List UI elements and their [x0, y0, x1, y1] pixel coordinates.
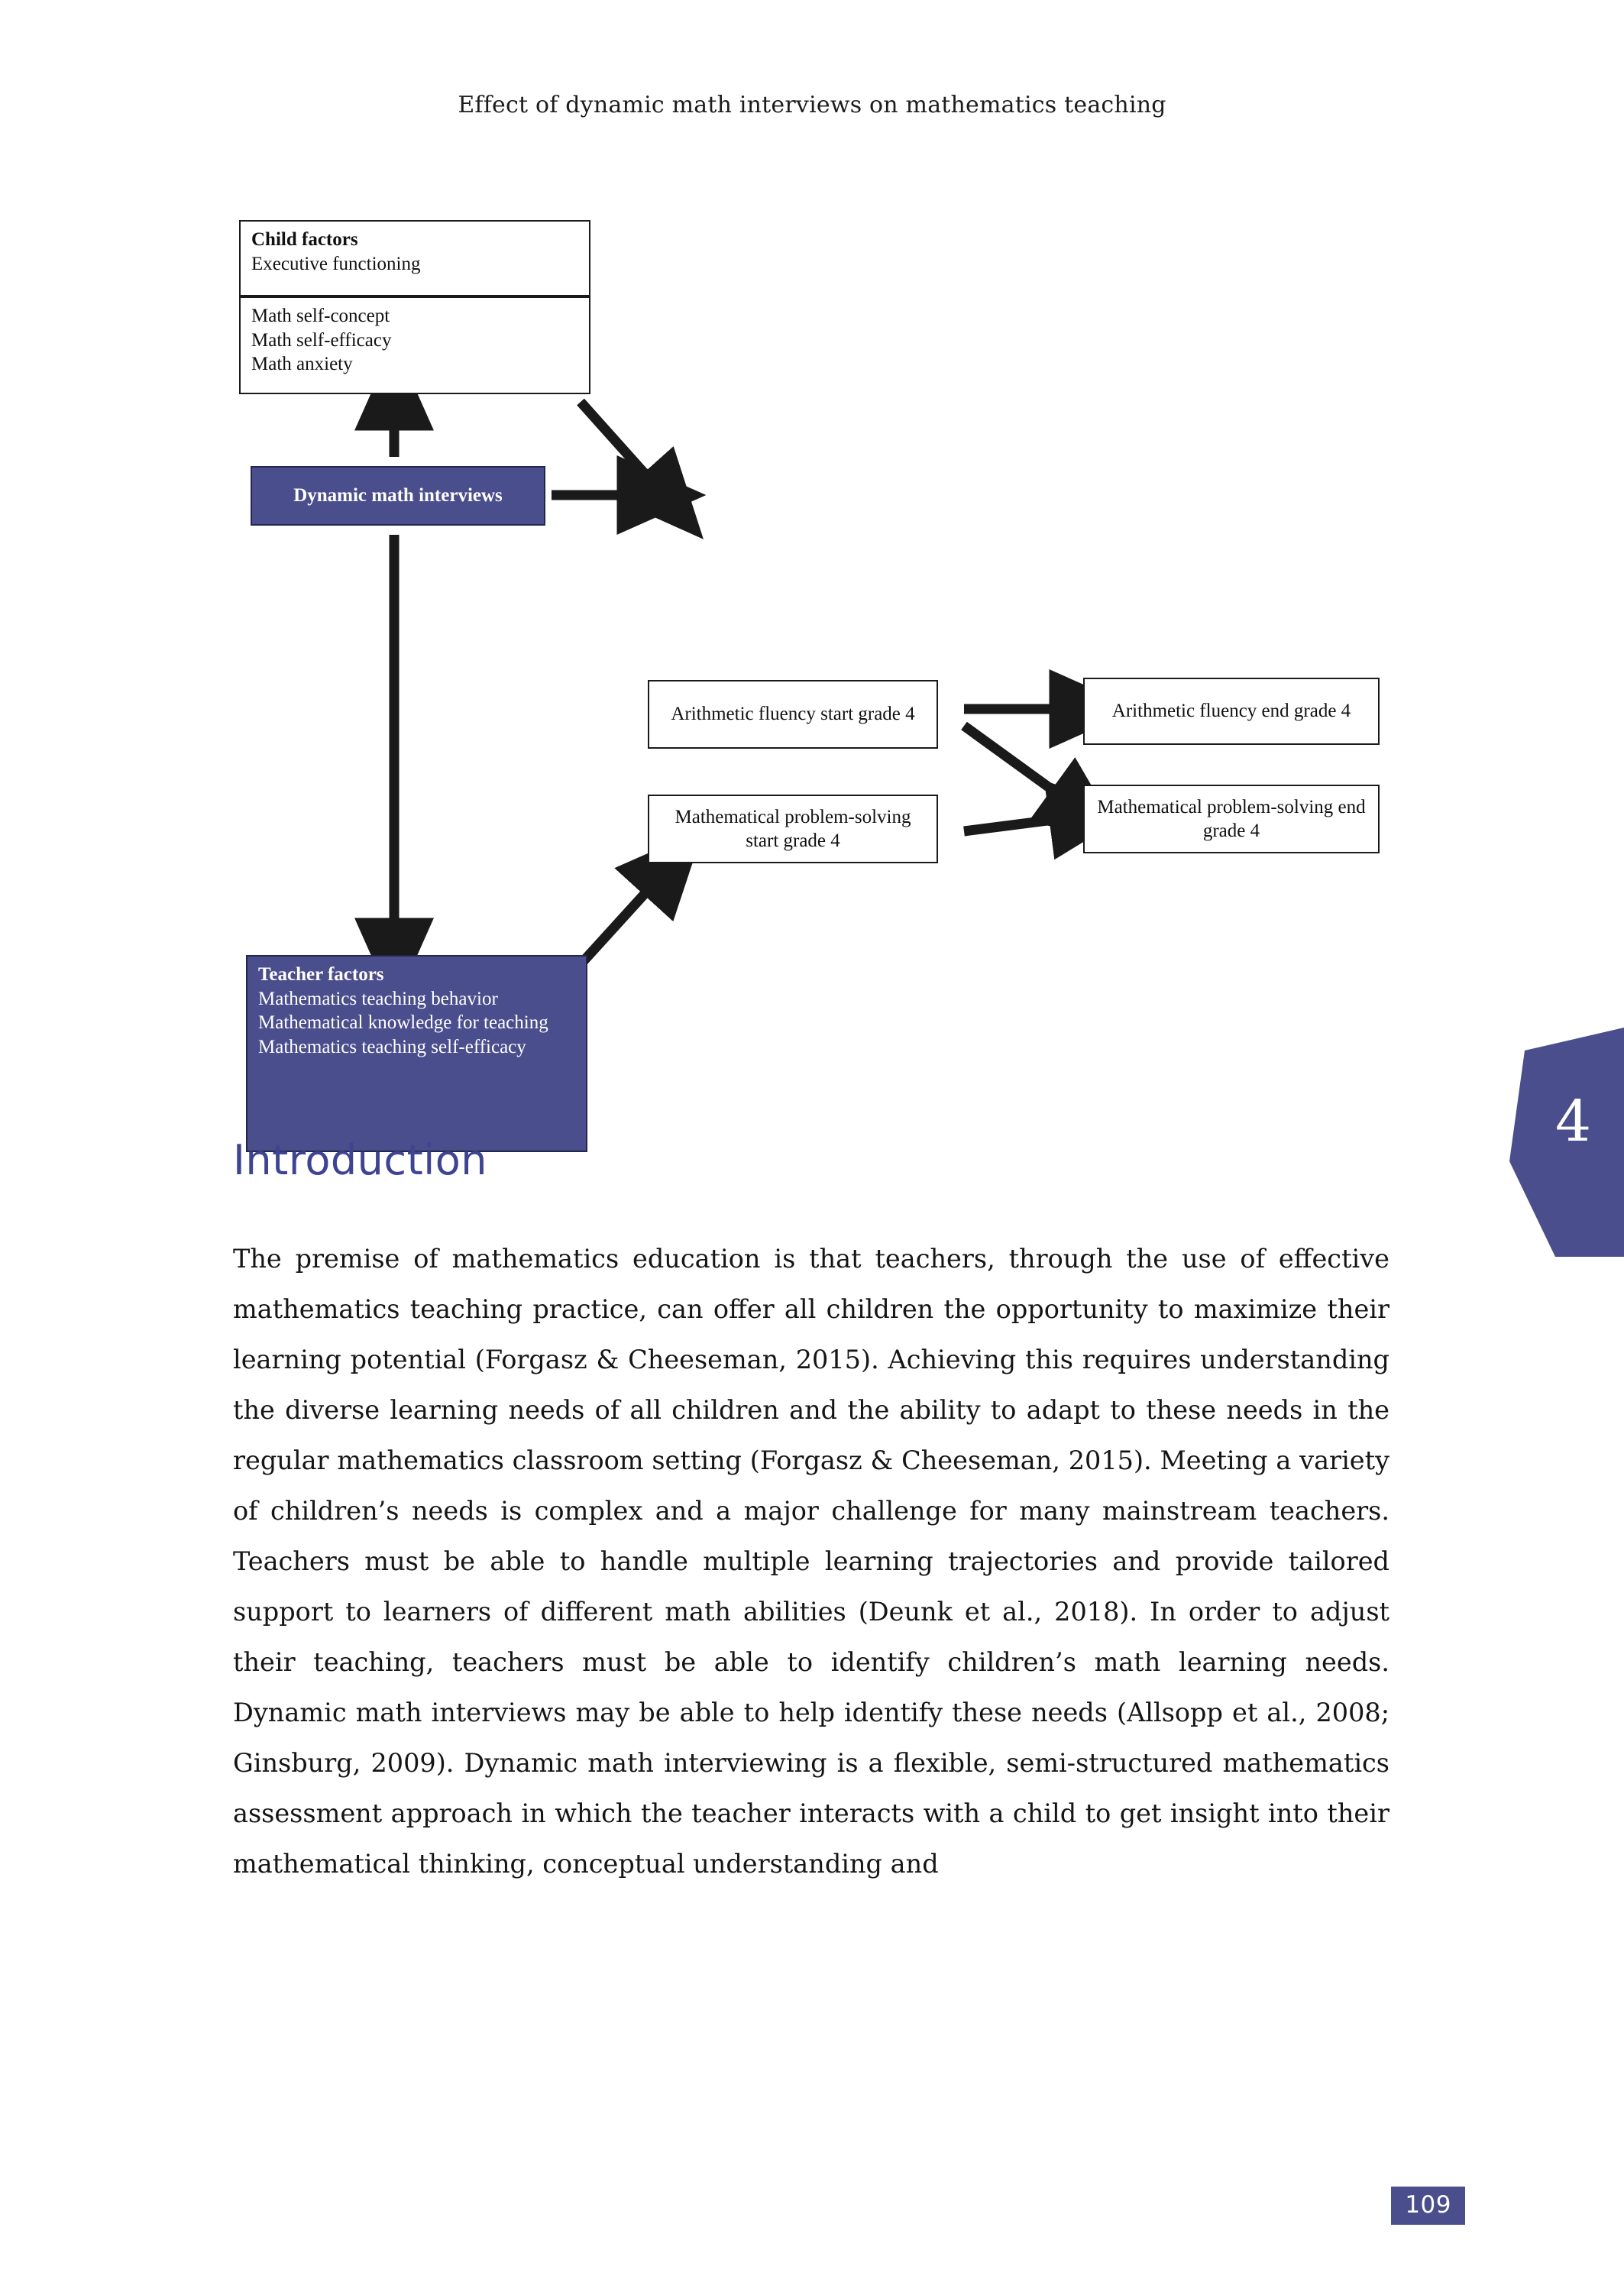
teacher-factors-item-3: Mathematics teaching self-efficacy — [258, 1036, 526, 1057]
arithmetic-start-label: Arithmetic fluency start grade 4 — [671, 704, 915, 725]
child-factors-line-1: Executive functioning — [251, 253, 421, 274]
figure-box-arithmetic-fluency-start — [648, 680, 938, 749]
page-number: 109 — [1391, 2187, 1465, 2225]
teacher-factors-item-1: Mathematics teaching behavior — [258, 988, 498, 1009]
arithmetic-end-label: Arithmetic fluency end grade 4 — [1111, 701, 1351, 722]
figure-box-arithmetic-fluency-end — [1083, 678, 1380, 745]
child-factors-item-2: Math self-efficacy — [251, 329, 392, 351]
child-factors-item-3: Math anxiety — [251, 354, 353, 374]
child-factors-item-1: Math self-concept — [251, 306, 390, 326]
running-head: Effect of dynamic math interviews on mathematics teaching — [458, 92, 1166, 118]
figure-box-dynamic-math-interviews — [251, 466, 545, 526]
figure-box-teacher-factors — [246, 955, 587, 1152]
figure-box-problem-solving-start — [648, 795, 938, 863]
figure-box-problem-solving-end — [1083, 785, 1380, 853]
dynamic-math-label: Dynamic math interviews — [293, 485, 503, 507]
chapter-number: 4 — [1555, 1089, 1592, 1154]
child-factors-title: Child factors — [251, 229, 358, 250]
teacher-factors-item-2: Mathematical knowledge for teaching — [258, 1012, 548, 1033]
problem-solving-start-label: Mathematical problem-solving start grade 4 — [675, 806, 911, 851]
body-paragraph: The premise of mathematics education is that teachers, through the use of effective mathematics teaching practice, can offer all children the opportunity to maximize their learning potential (Forgasz & Cheeseman, 2015). Achieving this requires understanding the diverse learning needs of all children and the ability to adapt to these needs in the regular mathematics classroom setting (Forgasz & Cheeseman, 2015). Meeting a variety of children’s needs is complex and a major challenge for many mainstream teachers. Teachers must be able to handle multiple learning trajectories and provide tailored support to learners of different math abilities (Deunk et al., 2018). In order to adjust their teaching, teachers must be able to identify children’s math learning needs. Dynamic math interviews may be able to help identify these needs (Allsopp et al., 2008; Ginsburg, 2009). Dynamic math interviewing is a flexible, semi-structured mathematics assessment approach in which the teacher interacts with a child to get insight into their mathematical thinking, conceptual understanding and — [233, 1244, 1389, 1879]
problem-solving-end-label: Mathematical problem-solving end grade 4 — [1097, 796, 1366, 841]
teacher-factors-title: Teacher factors — [258, 964, 384, 985]
page-title: Introduction — [233, 1136, 488, 1184]
conceptual-model-figure — [0, 191, 1624, 1057]
figure-box-child-factors-beliefs — [239, 296, 590, 394]
chapter-tab — [1509, 1028, 1624, 1272]
figure-box-child-factors — [239, 220, 590, 296]
